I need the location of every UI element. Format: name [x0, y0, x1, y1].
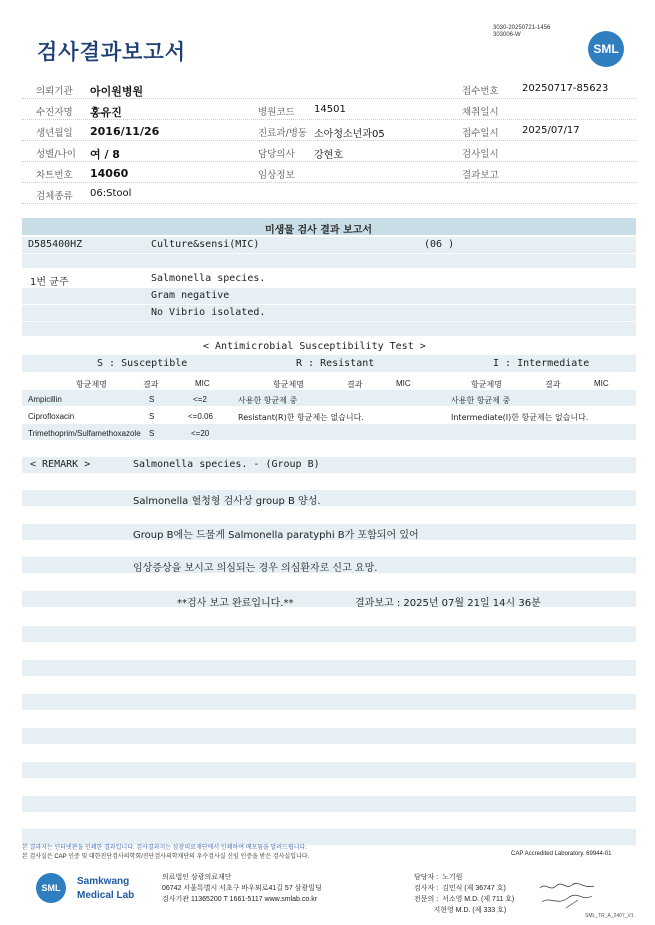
col-result-header: 결과: [545, 380, 561, 389]
remark-label: < REMARK >: [30, 459, 91, 470]
birth-label: 생년월일: [36, 128, 73, 139]
band-row: [22, 288, 636, 304]
sml-logo: SML: [588, 31, 624, 67]
drug-mic: <=20: [191, 429, 210, 438]
drug-name: Trimethoprim/Sulfamethoxazole: [28, 429, 141, 438]
band-row: [22, 254, 636, 268]
col-result-header: 결과: [143, 380, 159, 389]
col-mic-header: MIC: [195, 379, 210, 388]
staff-tester: 검사자 : 김민식 (제 36747 호): [414, 885, 506, 892]
ast-title: < Antimicrobial Susceptibility Test >: [203, 341, 426, 352]
isolate-line-3: No Vibrio isolated.: [151, 307, 266, 318]
receipt-date-value: 2025/07/17: [522, 125, 580, 136]
isolate-line-1: Salmonella species.: [151, 273, 266, 284]
patient-label: 수진자명: [36, 107, 73, 118]
dept-value: 소아청소년과05: [314, 129, 385, 140]
birth-value: 2016/11/26: [90, 125, 160, 138]
info-row-6: [22, 183, 636, 204]
band-row: [22, 660, 636, 676]
col-drug-header: 항균제명: [76, 380, 107, 389]
legend-resistant: R : Resistant: [296, 358, 375, 369]
hospital-value: 아이원병원: [90, 85, 144, 98]
drug-name: Ampicillin: [28, 395, 62, 404]
resistant-note: Resistant(R)한 항균제는 없습니다.: [238, 413, 364, 422]
drug-name: Ciprofloxacin: [28, 412, 75, 421]
drug-result: S: [149, 429, 155, 438]
document-code-line1: 3030-20250721-1456: [493, 25, 551, 31]
sex-age-value: 여 / 8: [90, 148, 120, 161]
hospital-code-value: 14501: [314, 104, 346, 115]
band-row: [22, 728, 636, 744]
staff-specialist-1: 전문의 : 서소영 M.D. (제 711 호): [414, 896, 515, 903]
drug-mic: <=2: [193, 395, 207, 404]
chart-label: 차트번호: [36, 170, 73, 181]
form-code: SML_TR_A_2407_V1: [585, 913, 634, 919]
sex-age-label: 성별/나이: [36, 149, 76, 160]
patient-value: 홍유진: [90, 106, 122, 119]
specimen-label: 검체종류: [36, 191, 73, 202]
signature-image: [538, 880, 598, 910]
col-mic-header: MIC: [396, 379, 411, 388]
resistant-note: 사용한 항균제 중: [238, 396, 298, 405]
hospital-label: 의뢰기관: [36, 86, 73, 97]
staff-specialist-2: 지현영 M.D. (제 333 호): [414, 907, 507, 914]
test-code: D585400HZ: [28, 239, 83, 250]
band-row: [22, 457, 636, 473]
info-row-2: [22, 99, 636, 120]
collect-date-label: 채취일시: [462, 107, 499, 118]
doctor-label: 담당의사: [258, 149, 295, 160]
band-row: [22, 626, 636, 642]
section-title: 미생물 검사 결과 보고서: [265, 225, 373, 236]
col-drug-header: 항균제명: [471, 380, 502, 389]
info-row-5: [22, 162, 636, 183]
logo-name-line2: Medical Lab: [77, 890, 135, 901]
test-date-label: 검사일시: [462, 149, 499, 160]
receipt-date-label: 접수일시: [462, 128, 499, 139]
info-row-4: [22, 141, 636, 162]
legend-intermediate: I : Intermediate: [493, 358, 590, 369]
report-complete: **검사 보고 완료입니다.**: [177, 598, 294, 609]
report-label: 결과보고: [462, 170, 499, 181]
band-row: [22, 322, 636, 336]
isolate-label: 1번 균주: [30, 277, 69, 288]
document-code: [493, 25, 550, 39]
drug-result: S: [149, 395, 155, 404]
final-report-time: 결과보고 : 2025년 07월 21일 14시 36분: [355, 598, 541, 609]
notice-accreditation: 본 검사실은 CAP 인증 및 대한진단검사의학회/진단검사의학재단의 우수검사실 신임 인증을 받은 검사실입니다.: [22, 854, 310, 860]
chart-value: 14060: [90, 167, 129, 180]
band-row: [22, 390, 636, 406]
remark-line-2: Salmonella 혈청형 검사상 group B 양성.: [133, 496, 321, 507]
staff-manager: 담당자 : 노기원: [414, 874, 463, 881]
document-code-line2: 303006-W: [493, 32, 521, 38]
band-row: [22, 305, 636, 321]
band-row: [22, 762, 636, 778]
notice-internet: 본 결과지는 인터넷판을 인쇄한 결과입니다. 검사결과지는 삼광의료재단에서 인쇄하여 배포됨을 알려드립니다.: [22, 845, 307, 851]
band-row: [22, 591, 636, 607]
logo-mark: SML: [36, 873, 66, 903]
remark-line-4: 임상증상을 보시고 의심되는 경우 의심환자로 신고 요망.: [133, 563, 378, 574]
remark-line-1: Salmonella species. - (Group B): [133, 459, 320, 470]
band-row: [22, 694, 636, 710]
drug-result: S: [149, 412, 155, 421]
org-address: 06742 서울특별시 서초구 바우뫼로41길 57 삼광빌딩: [162, 885, 322, 892]
intermediate-note: Intermediate(I)한 항균제는 없습니다.: [451, 413, 589, 422]
doctor-value: 강현호: [314, 150, 343, 161]
cap-accreditation: CAP Accredited Laboratory. 69944-01: [511, 851, 612, 857]
page-title: 검사결과보고서: [37, 40, 187, 64]
band-row: [22, 796, 636, 812]
col-result-header: 결과: [347, 380, 363, 389]
band-row: [22, 271, 636, 287]
test-number: (06 ): [424, 239, 455, 250]
specimen-value: 06:Stool: [90, 188, 132, 199]
samkwang-logo: [36, 873, 76, 903]
info-row-3: [22, 120, 636, 141]
col-drug-header: 항균제명: [273, 380, 304, 389]
info-row-1: [22, 78, 636, 99]
org-name: 의료법인 삼광의료재단: [162, 874, 232, 881]
col-mic-header: MIC: [594, 379, 609, 388]
org-contact: 검사기관 11365200 T 1661-5117 www.smlab.co.kr: [162, 896, 318, 903]
hospital-code-label: 병원코드: [258, 107, 295, 118]
remark-line-3: Group B에는 드물게 Salmonella paratyphi B가 포함되어 있어: [133, 530, 419, 541]
receipt-no-value: 20250717-85623: [522, 83, 609, 94]
receipt-no-label: 접수번호: [462, 86, 499, 97]
intermediate-note: 사용한 항균제 중: [451, 396, 511, 405]
band-row: [22, 490, 636, 506]
test-name: Culture&sensi(MIC): [151, 239, 260, 250]
clinical-label: 임상정보: [258, 170, 295, 181]
logo-name-line1: Samkwang: [77, 876, 130, 887]
legend-susceptible: S : Susceptible: [97, 358, 188, 369]
isolate-line-2: Gram negative: [151, 290, 230, 301]
band-row: [22, 237, 636, 253]
drug-mic: <=0.06: [188, 412, 213, 421]
dept-label: 진료과/병동: [258, 128, 308, 139]
